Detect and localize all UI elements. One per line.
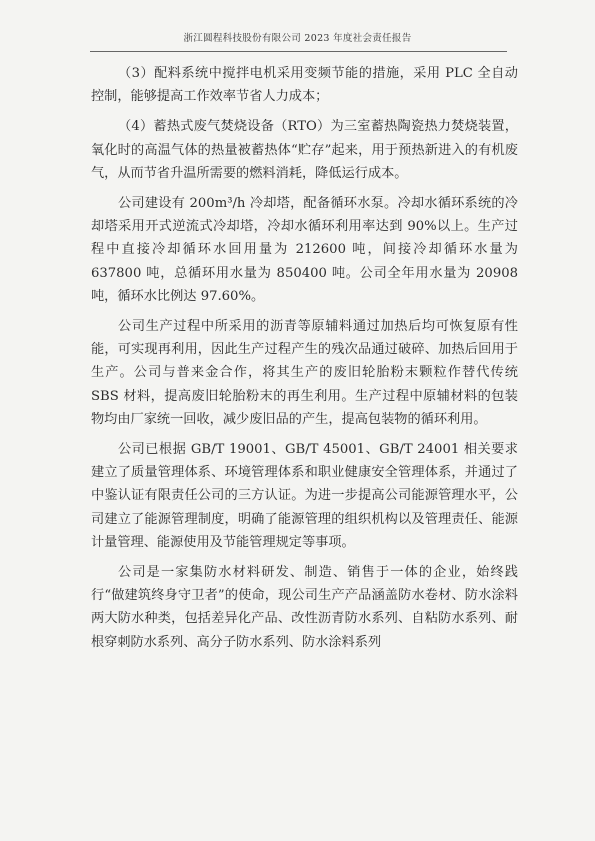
paragraph-cooling-water: 公司建设有 200m³/h 冷却塔，配备循环水泵。冷却水循环系统的冷却塔采用开式逆流式冷却塔，冷却水循环利用率达到 90%以上。生产过程中直接冷却循环水回用量为 212600 吨，间接冷却循环水量为 637800 吨，总循环用水量为 850400 吨。公司全年用水量为 20908 吨，循环水比例达 97.60%。 (91, 196, 518, 304)
paragraph-management-systems: 公司已根据 GB/T 19001、GB/T 45001、GB/T 24001 相关要求建立了质量管理体系、环境管理体系和职业健康安全管理体系，并通过了中鉴认证有限责任公司的三方认证。为进一步提高公司能源管理水平，公司建立了能源管理制度，明确了能源管理的组织机构以及管理责任、能源计量管理、能源使用及节能管理规定等事项。 (91, 442, 518, 550)
paragraph-rto: （4）蓄热式废气焚烧设备（RTO）为三室蓄热陶瓷热力焚烧装置，氧化时的高温气体的热量被蓄热体“贮存”起来，用于预热新进入的有机废气，从而节省升温所需要的燃料消耗，降低运行成本。 (91, 119, 518, 181)
paragraph-material-reuse: 公司生产过程中所采用的沥青等原辅料通过加热后均可恢复原有性能，可实现再利用，因此生产过程产生的残次品通过破碎、加热后回用于生产。公司与普来金合作，将其生产的废旧轮胎粉末颗粒作替代传统 SBS 材料，提高废旧轮胎粉末的再生利用。生产过程中原辅材料的包装物均由厂家统一回收，减少废旧品的产生，提高包装物的循环利用。 (91, 319, 518, 427)
header-divider (90, 51, 507, 52)
running-header: 浙江圆程科技股份有限公司 2023 年度社会责任报告 (183, 33, 412, 44)
paragraph-company-profile: 公司是一家集防水材料研发、制造、销售于一体的企业，始终践行“做建筑终身守卫者”的使命，现公司生产产品涵盖防水卷材、防水涂料两大防水种类，包括差异化产品、改性沥青防水系列、自粘防水系列、耐根穿刺防水系列、高分子防水系列、防水涂料系列 (91, 565, 518, 650)
report-body (91, 62, 518, 661)
paragraph-mixer-control: （3）配料系统中搅拌电机采用变频节能的措施，采用 PLC 全自动控制，能够提高工作效率节省人力成本； (91, 66, 518, 105)
